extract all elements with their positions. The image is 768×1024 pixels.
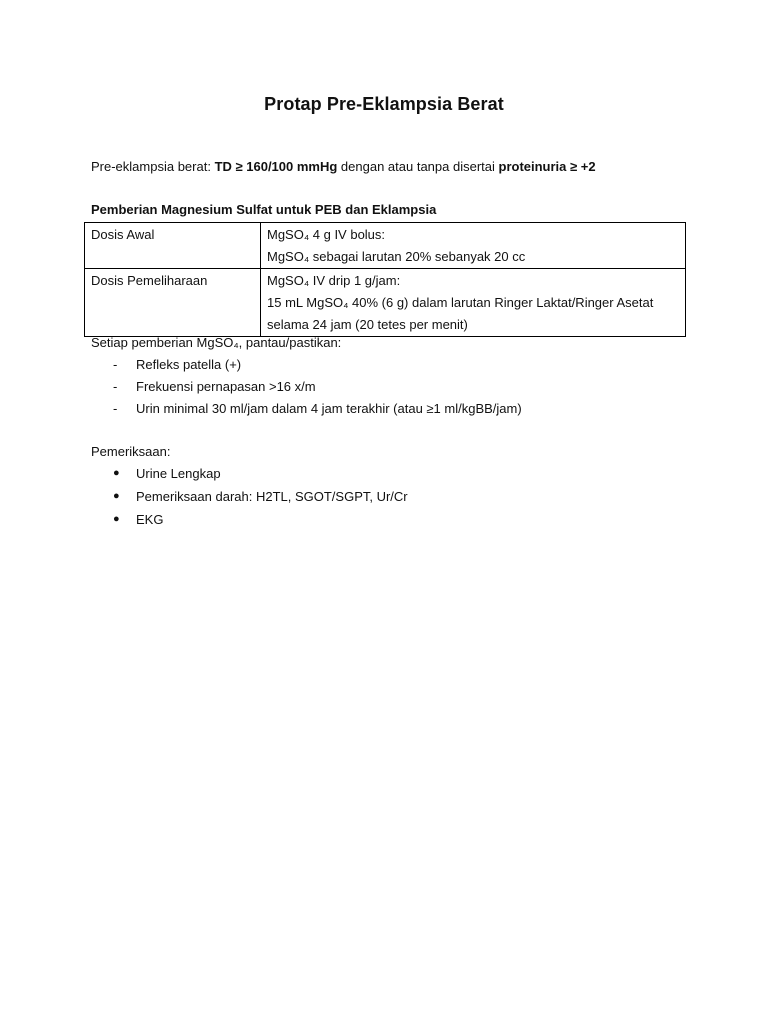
dose-detail-line: 15 mL MgSO₄ 40% (6 g) dalam larutan Ringer Laktat/Ringer Asetat [267, 295, 654, 310]
table-heading: Pemberian Magnesium Sulfat untuk PEB dan Eklampsia [91, 202, 437, 217]
table-row [85, 223, 686, 269]
definition-middle: dengan atau tanpa disertai [337, 159, 499, 174]
dose-detail-line: selama 24 jam (20 tetes per menit) [267, 317, 468, 332]
exams-heading: Pemeriksaan: [91, 444, 171, 459]
monitor-intro: Setiap pemberian MgSO₄, pantau/pastikan: [91, 335, 342, 350]
definition-prefix: Pre-eklampsia berat: [91, 159, 215, 174]
dash-marker: - [113, 379, 118, 394]
definition-line [91, 159, 596, 174]
proteinuria-criterion: proteinuria ≥ +2 [498, 159, 596, 174]
blood-pressure-criterion: TD ≥ 160/100 mmHg [214, 159, 338, 174]
exam-item-text: Urine Lengkap [136, 466, 221, 481]
bullet-icon: ● [113, 513, 120, 525]
page-title: Protap Pre-Eklampsia Berat [264, 94, 504, 114]
dose-detail-line: MgSO₄ sebagai larutan 20% sebanyak 20 cc [267, 249, 526, 264]
exam-item-text: EKG [136, 512, 164, 527]
dosage-table [84, 222, 686, 337]
bullet-icon: ● [113, 490, 120, 502]
dash-marker: - [113, 357, 118, 372]
dose-detail-cell [261, 269, 686, 337]
dash-marker: - [113, 401, 118, 416]
dose-detail-line: MgSO₄ IV drip 1 g/jam: [267, 273, 401, 288]
dose-detail-cell [261, 223, 686, 269]
monitor-item-text: Refleks patella (+) [136, 357, 242, 372]
dose-detail-line: MgSO₄ 4 g IV bolus: [267, 227, 386, 242]
bullet-icon: ● [113, 467, 120, 479]
dose-label-cell: Dosis Awal [85, 223, 261, 269]
monitor-item-text: Urin minimal 30 ml/jam dalam 4 jam terakhir (atau ≥1 ml/kgBB/jam) [136, 401, 522, 416]
dose-label-cell: Dosis Pemeliharaan [85, 269, 261, 337]
exam-item-text: Pemeriksaan darah: H2TL, SGOT/SGPT, Ur/Cr [136, 489, 408, 504]
table-row [85, 269, 686, 337]
monitor-item-text: Frekuensi pernapasan >16 x/m [136, 379, 316, 394]
